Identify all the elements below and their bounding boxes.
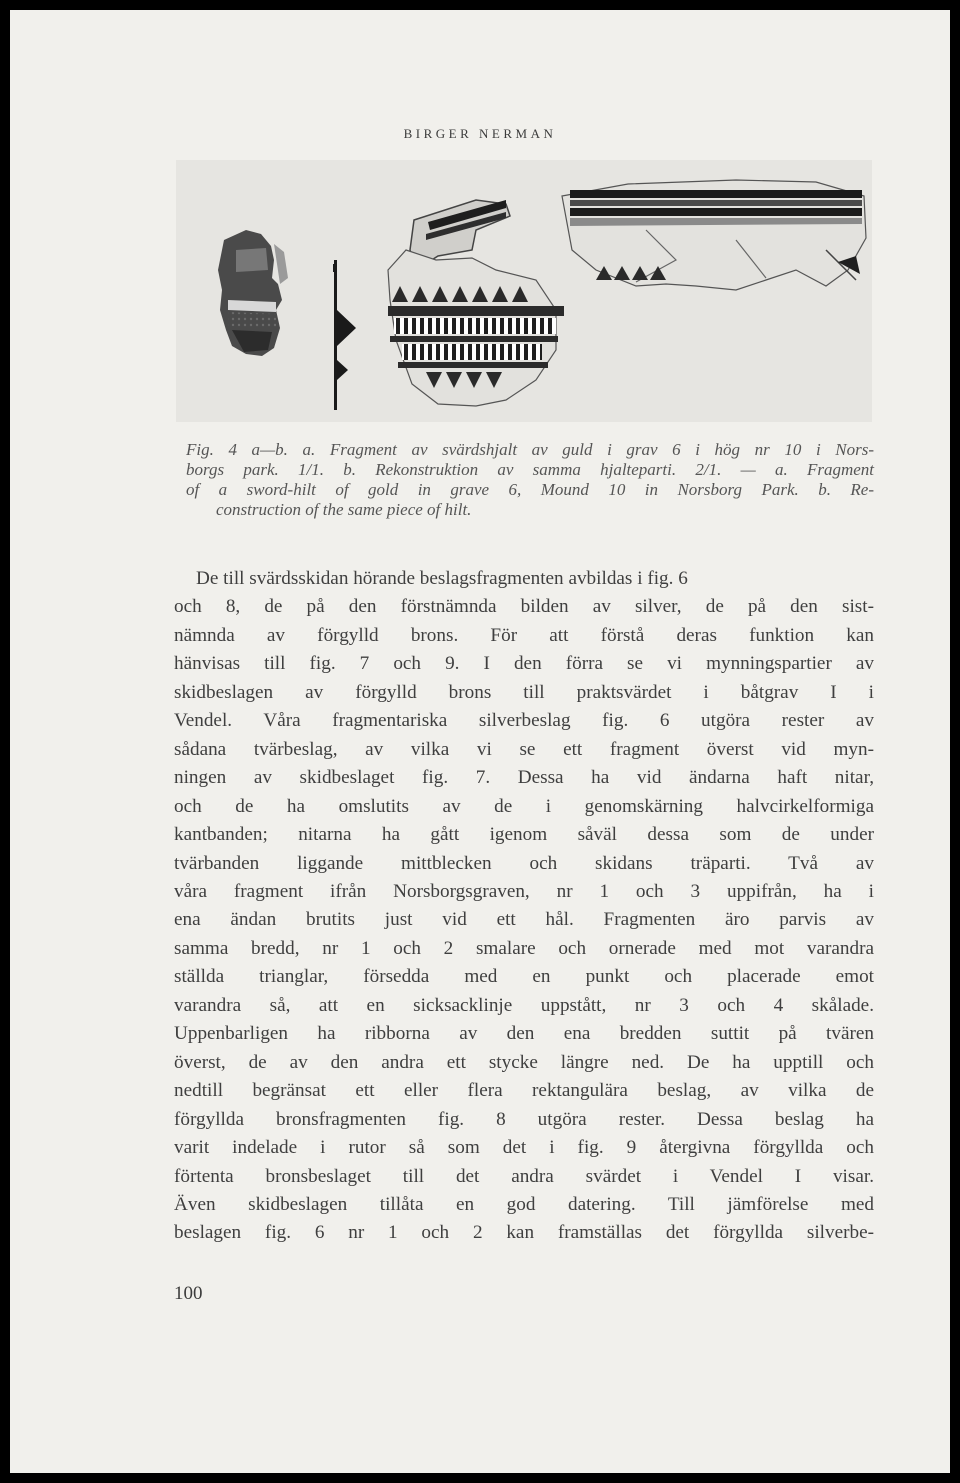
body-line: Även skidbeslagen tillåta en god datering. Till jämförelse med — [174, 1193, 874, 1215]
body-line: ena ändan brutits just vid ett hål. Fragmenten äro parvis av — [174, 909, 874, 931]
body-line: varandra så, att en sicksacklinje uppstått, nr 3 och 4 skålade. — [174, 994, 874, 1016]
body-line: och de ha omslutits av de i genomskärning halvcirkelformiga — [174, 795, 874, 817]
caption-line: borgs park. 1/1. b. Rekonstruktion av samma hjalteparti. 2/1. — a. Fragment — [186, 460, 874, 479]
body-line: Vendel. Våra fragmentariska silverbeslag fig. 6 utgöra rester av — [174, 710, 874, 732]
body-line: förtenta bronsbeslaget till det andra svärdet i Vendel I visar. — [174, 1165, 874, 1187]
fragment-right — [562, 180, 866, 290]
body-line: våra fragment ifrån Norsborgsgraven, nr 1 och 3 uppifrån, ha i — [174, 880, 874, 902]
book-page — [10, 10, 950, 1473]
body-line: förgyllda bronsfragmenten fig. 8 utgöra rester. Dessa beslag ha — [174, 1108, 874, 1130]
body-line: tvärbanden liggande mittblecken och skidans träparti. Två av — [174, 852, 874, 874]
body-line: De till svärdsskidan hörande beslagsfragmenten avbildas i fig. 6 — [196, 568, 688, 589]
body-line: beslagen fig. 6 nr 1 och 2 kan framställas det förgyllda silverbe- — [174, 1222, 874, 1244]
body-text — [174, 565, 874, 1248]
body-line: nedtill begränsat ett eller flera rektangulära beslag, av vilka de — [174, 1080, 874, 1102]
body-line: skidbeslagen av förgylld brons till praktsvärdet i båtgrav I i — [174, 681, 874, 703]
body-line: varit indelade i rutor så som det i fig. 9 återgivna förgyllda och — [174, 1137, 874, 1159]
body-line: och 8, de på den förstnämnda bilden av silver, de på den sist- — [174, 596, 874, 618]
page-number: 100 — [174, 1283, 203, 1304]
sword-hilt-fragments-photo — [176, 160, 872, 422]
body-line: samma bredd, nr 1 och 2 smalare och ornerade med mot varandra — [174, 937, 874, 959]
caption-line: Fig. 4 a—b. a. Fragment av svärdshjalt av guld i grav 6 i hög nr 10 i Nors- — [186, 440, 874, 459]
body-line: Uppenbarligen ha ribborna av den ena bredden suttit på tvären — [174, 1023, 874, 1045]
body-line: sådana tvärbeslag, av vilka vi se ett fragment överst vid myn- — [174, 738, 874, 760]
body-line: hänvisas till fig. 7 och 9. I den förra se vi mynningspartier av — [174, 653, 874, 675]
body-line: ställda trianglar, försedda med en punkt och placerade emot — [174, 966, 874, 988]
figure-caption — [186, 440, 874, 520]
caption-line: construction of the same piece of hilt. — [216, 500, 472, 519]
body-line: överst, de av den andra ett stycke längre ned. De ha upptill och — [174, 1051, 874, 1073]
body-line: nämnda av förgylld brons. För att förstå deras funktion kan — [174, 624, 874, 646]
body-line: ningen av skidbeslaget fig. 7. Dessa ha vid ändarna haft nitar, — [174, 767, 874, 789]
caption-line: of a sword-hilt of gold in grave 6, Mound 10 in Norsborg Park. b. Re- — [186, 480, 874, 499]
running-head: BIRGER NERMAN — [403, 126, 557, 141]
body-line: kantbanden; nitarna ha gått igenom såväl dessa som de under — [174, 824, 874, 846]
